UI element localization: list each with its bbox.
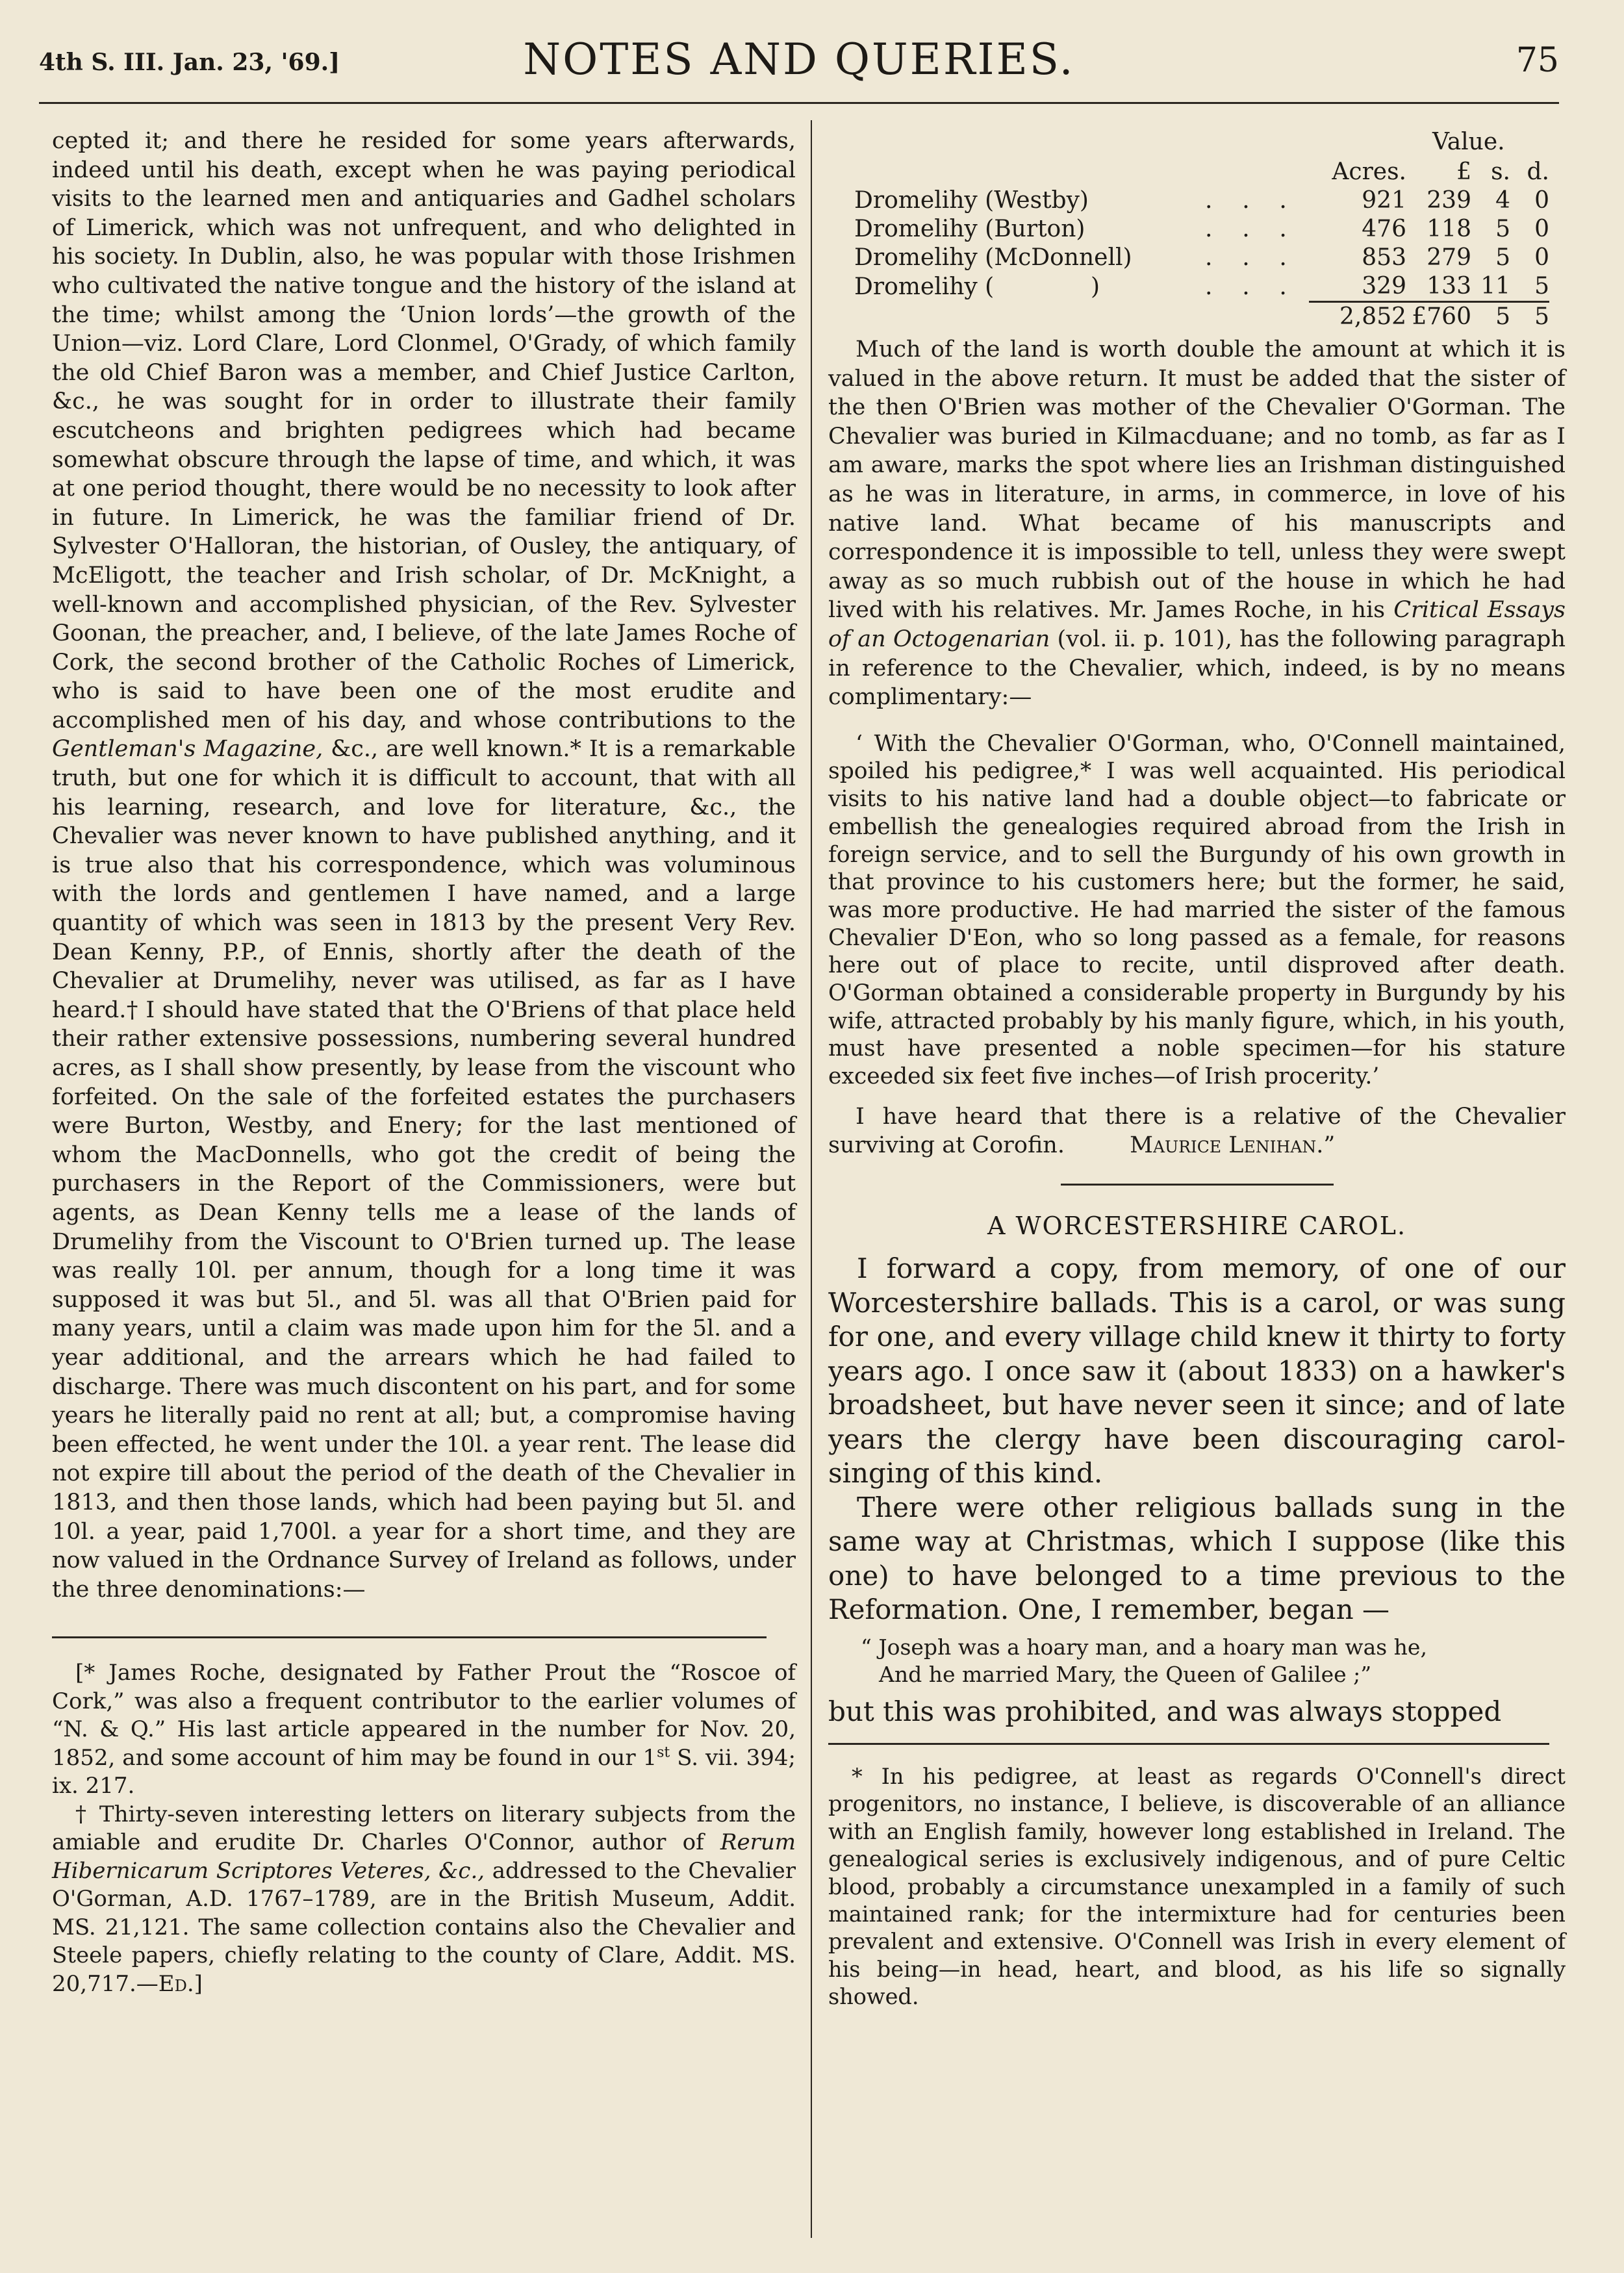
footnote: * In his pedigree, at least as regards O'Connell's direct progenitors, no instance, I believe, is discoverable of an alliance with an English family, however long established in Ireland. The genealogical series is exclusively indigenous, and of pure Celtic blood, probably a circumstance unexampled in a family of such maintained rank; for the intermixture had for centuries been prevalent and extensive. O'Connell was Irish in every element of his being—in head, heart, and blood, as his life so signally showed. [828, 1764, 1566, 2010]
table-row: Dromelihy (Westby) . . . 921 239 4 0 [854, 187, 1549, 214]
right-column [828, 127, 1566, 2011]
page-number: 75 [1516, 41, 1559, 80]
table-row: Dromelihy (McDonnell) . . . 853 279 5 0 [854, 244, 1549, 271]
page-header [39, 29, 1559, 107]
editor-notes-rule [52, 1636, 767, 1638]
editor-note-2: † Thirty-seven interesting letters on literary subjects from the amiable and erudite Dr. Charles O'Connor, author of Rerum Hibernicarum Scriptores Veteres, &c., addressed to the Chevalier O'Gorman, A.D. 1767–1789, are in the British Museum, Addit. MS. 21,121. The same collection contains also the Chevalier and Steele papers, chiefly relating to the county of Clare, Addit. MS. 20,717.—Ed.] [52, 1801, 796, 1997]
editor-notes [52, 1659, 796, 1998]
carol-paragraph-1: I forward a copy, from memory, of one of our Worcestershire ballads. This is a carol, or was sung for one, and every village child knew it thirty to forty years ago. I once saw it (about 1833) on a hawker's broadsheet, but have never seen it since; and of late years the clergy have been discouraging carol-singing of this kind. [828, 1252, 1566, 1490]
column-divider [811, 120, 812, 2238]
carol-verse: “ Joseph was a hoary man, and a hoary man was he, And he married Mary, the Queen of Galilee ;” [861, 1634, 1427, 1687]
table-total-row: 2,852 £760 5 5 [854, 302, 1549, 332]
carol-continuation: but this was prohibited, and was always stopped [828, 1695, 1502, 1727]
section-title: A WORCESTERSHIRE CAROL. [987, 1212, 1407, 1241]
right-body [828, 335, 1566, 712]
roche-quotation: ‘ With the Chevalier O'Gorman, who, O'Connell maintained, spoiled his pedigree,* I was well acquainted. His periodical visits to his native land had a double object—to fabricate or embellish the genealogies required abroad from the Irish in foreign service, and to sell the Burgundy of his own growth in that province to his customers here; but the former, he said, was more productive. He had married the sister of the famous Chevalier D'Eon, who so long passed as a female, for reasons here out of place to recite, until disproved after death. O'Gorman obtained a considerable property in Burgundy by his wife, attracted probably by his manly figure, which, in his youth, must have presented a noble specimen—for his stature exceeded six feet five inches—of Irish procerity.’ [828, 730, 1566, 1090]
carol-article [828, 1252, 1566, 1627]
section-rule [1061, 1184, 1334, 1186]
left-body [52, 127, 796, 1604]
closing-paragraph: I have heard that there is a relative of the Chevalier surviving at Corofin. Maurice Lenihan.” [828, 1103, 1566, 1159]
table-row: Dromelihy ( ) . . . 329 133 11 5 [854, 273, 1549, 300]
left-column [52, 127, 796, 1998]
editor-note-1: [* James Roche, designated by Father Prout the “Roscoe of Cork,” was also a frequent contributor to the earlier volumes of “N. & Q.” His last article appeared in the number for Nov. 20, 1852, and some account of him may be found in our 1st S. vii. 394; ix. 217. [52, 1660, 796, 1799]
signature: Maurice Lenihan.” [1130, 1132, 1336, 1159]
table-value-heading: Value. [1432, 129, 1505, 155]
carol-paragraph-2: There were other religious ballads sung in the same way at Christmas, which I suppose (like this one) to have belonged to a time previous to the Reformation. One, I remember, began — [828, 1491, 1566, 1626]
footnote-rule [828, 1743, 1549, 1745]
left-paragraph: cepted it; and there he resided for some years afterwards, indeed until his death, except when he was paying periodical visits to the learned men and antiquaries and Gadhel scholars of Limerick, which was not unfrequent, and who delighted in his society. In Dublin, also, he was popular with those Irishmen who cultivated the native tongue and the history of the island at the time; whilst among the ‘Union lords’—the growth of the Union—viz. Lord Clare, Lord Clonmel, O'Grady, of which family the old Chief Baron was a member, and Chief Justice Carlton, &c., he was sought for in order to illustrate their family escutcheons and brighten pedigrees which had became somewhat obscure through the lapse of time, and which, it was at one period thought, there would be no necessity to look after in future. In Limerick, he was the familiar friend of Dr. Sylvester O'Halloran, the historian, of Ousley, the antiquary, of McEligott, the teacher and Irish scholar, of Dr. McKnight, a well-known and accomplished physician, of the Rev. Sylvester Goonan, the preacher, and, I believe, of the late James Roche of Cork, the second brother of the Catholic Roches of Limerick, who is said to have been one of the most erudite and accomplished men of his day, and whose contributions to the Gentleman's Magazine, &c., are well known.* It is a remarkable truth, but one for which it is difficult to account, that with all his learning, research, and love for literature, &c., the Chevalier was never known to have published anything, and it is true also that his correspondence, which was voluminous with the lords and gentlemen I have named, and a large quantity of which was seen in 1813 by the present Very Rev. Dean Kenny, P.P., of Ennis, shortly after the death of the Chevalier at Drumelihy, never was utilised, as far as I have heard.† I should have stated that the O'Briens of that place held their rather extensive possessions, numbering several hundred acres, as I shall show presently, by lease from the viscount who forfeited. On the sale of the forfeited estates the purchasers were Burton, Westby, and Enery; for the last mentioned of whom the MacDonnells, who got the credit of being the purchasers in the Report of the Commissioners, were but agents, as Dean Kenny tells me a lease of the lands of Drumelihy from the Viscount to O'Brien turned up. The lease was really 10l. per annum, though for a long time it was supposed it was but 5l., and 5l. was all that O'Brien paid for many years, until a claim was made upon him for the 5l. and a year additional, and the arrears which he had failed to discharge. There was much discontent on his part, and for some years he literally paid no rent at all; but, a compromise having been effected, he went under the 10l. a year rent. The lease did not expire till about the period of the death of the Chevalier in 1813, and then those lands, which had been paying but 5l. and 10l. a year, paid 1,700l. a year for a short time, and they are now valued in the Ordnance Survey of Ireland as follows, under the three denominations:— [52, 128, 796, 1603]
land-valuation-table [854, 158, 1549, 331]
right-paragraph-1: Much of the land is worth double the amount at which it is valued in the above return. It must be added that the sister of the then O'Brien was mother of the Chevalier O'Gorman. The Chevalier was buried in Kilmacduane; and no tomb, as far as I am aware, marks the spot where lies an Irishman distinguished as he was in literature, in arms, in commerce, in love of his native land. What became of his manuscripts and correspondence it is impossible to tell, unless they were swept away as so much rubbish out of the house in which he had lived with his relatives. Mr. James Roche, in his Critical Essays of an Octogenarian (vol. ii. p. 101), has the following paragraph in reference to the Chevalier, which, indeed, is by no means complimentary:— [828, 337, 1566, 711]
table-row: Dromelihy (Burton) . . . 476 118 5 0 [854, 216, 1549, 242]
series-date: 4th S. III. Jan. 23, '69.] [39, 49, 340, 76]
table-header-row: Acres. £ s. d. [1332, 159, 1549, 185]
journal-title: NOTES AND QUERIES. [523, 34, 1075, 84]
header-rule [39, 102, 1559, 104]
